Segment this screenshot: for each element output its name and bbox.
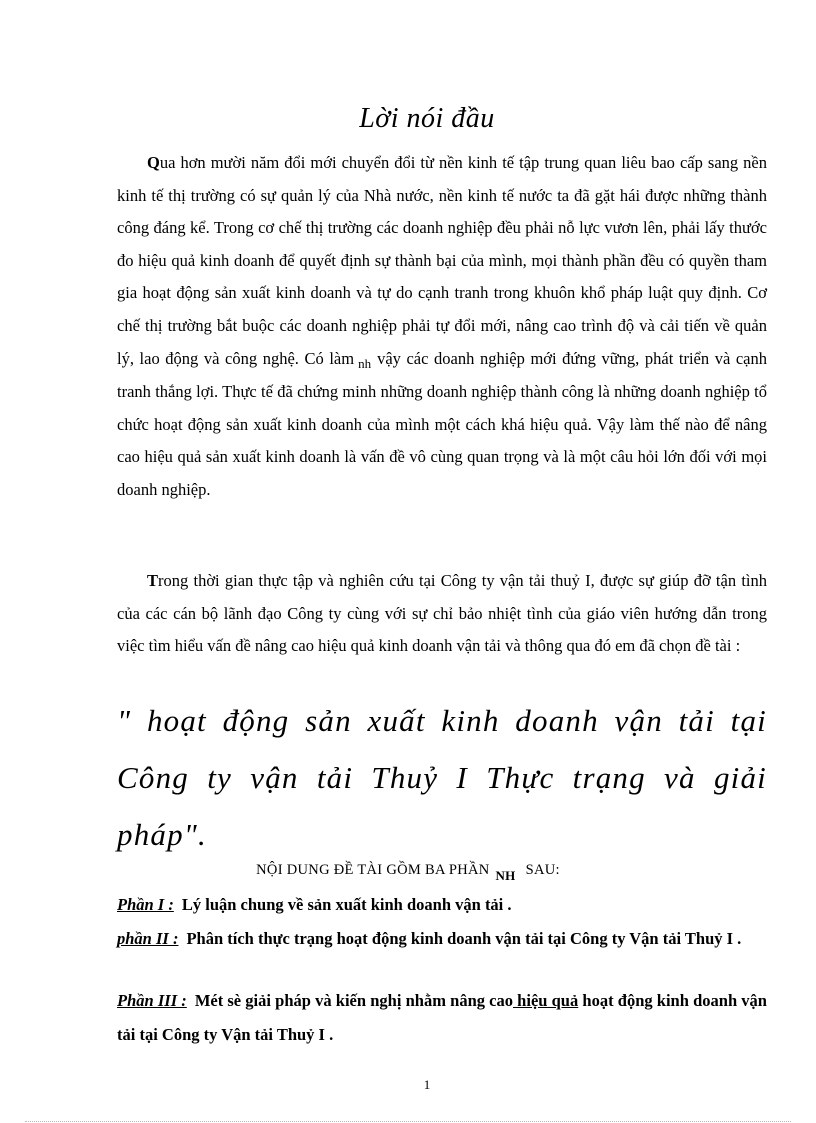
page-bottom-divider — [25, 1121, 791, 1122]
part-3 — [117, 984, 767, 1051]
paragraph-first-letter: T — [147, 571, 159, 590]
part-3-label: Phần III : — [117, 991, 187, 1010]
paragraph-first-letter: Q — [147, 153, 160, 172]
paragraph-text: ua hơn mười năm đổi mới chuyển đổi từ nền kinh tế tập trung quan liêu bao cấp sang nền kinh tế thị trường có sự quản lý của Nhà nước, nền kinh tế nước ta đã gặt hái được những thành công đáng kể. Trong cơ chế thị trường các doanh nghiệp đều phải nỗ lực vươn lên, phải lấy thước đo hiệu quả kinh doanh để quyết định sự thành bại của mình, mọi thành phần đều có quyền tham gia hoạt động sản xuất kinh doanh và tự do cạnh tranh trong khuôn khổ pháp luật quy định. Cơ chế thị trường bắt buộc các doanh nghiệp phải tự đổi mới, nâng cao trình độ và cải tiến về quản lý, lao động và công nghệ. Có làm — [117, 153, 767, 368]
internship-paragraph — [117, 565, 767, 663]
part-2-label: phần II : — [117, 929, 179, 948]
part-1 — [117, 888, 767, 922]
part-2 — [117, 922, 767, 956]
part-3-underlined-text: hiệu quả — [513, 991, 579, 1010]
part-2-text: Phân tích thực trạng hoạt động kinh doanh vận tải tại Công ty Vận tải Thuỷ I . — [186, 929, 742, 948]
contents-heading-nh: NH — [495, 868, 516, 883]
contents-heading — [0, 862, 816, 883]
part-1-label: Phần I : — [117, 895, 174, 914]
contents-heading-text: NỘI DUNG ĐỀ TÀI GỒM BA PHẦN — [256, 862, 490, 878]
page-number: 1 — [423, 1077, 431, 1092]
paragraph-text-continued: vậy các doanh nghiệp mới đứng vững, phát triển và cạnh tranh thắng lợi. Thực tế đã chứng minh những doanh nghiệp thành công là những doanh nghiệp tổ chức hoạt động sản xuất kinh doanh của mình một cách khá hiệu quả. Vậy làm thế nào để nâng cao hiệu quả sản xuất kinh doanh là vấn đề vô cùng quan trọng và là một câu hỏi lớn đối với mọi doanh nghiệp. — [117, 348, 767, 499]
part-1-text: Lý luận chung về sản xuất kinh doanh vận tải . — [181, 895, 512, 914]
part-3-text-end: hoạt động kinh doanh vận tải tại Công ty Vận tải Thuỷ I . — [117, 991, 767, 1044]
paragraph-text: rong thời gian thực tập và nghiên cứu tại Công ty vận tải thuỷ I, được sự giúp đỡ tận tình của các cán bộ lãnh đạo Công ty cùng với sự chỉ bảo nhiệt tình của giáo viên hướng dẫn trong việc tìm hiểu vấn đề nâng cao hiệu quả kinh doanh vận tải và thông qua đó em đã chọn đề tài : — [117, 571, 767, 656]
thesis-topic: " hoạt động sản xuất kinh doanh vận tải tại Công ty vận tải Thuỷ I Thực trạng và giải pháp". — [117, 703, 767, 852]
inline-nh-text: nh — [358, 355, 372, 371]
contents-heading-suffix: SAU: — [525, 862, 560, 878]
page-title: Lời nói đầu — [359, 103, 495, 134]
intro-paragraph — [117, 147, 767, 507]
part-3-text: Mét sè giải pháp và kiến nghị nhằm nâng cao — [194, 991, 513, 1010]
